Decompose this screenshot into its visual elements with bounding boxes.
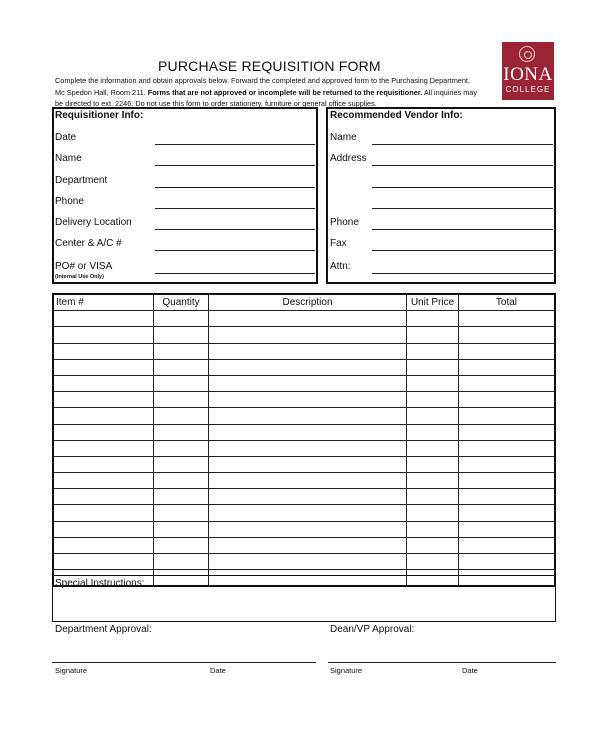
department-date-label: Date — [210, 666, 226, 675]
req-phone-field[interactable] — [155, 208, 315, 209]
intro-line-2 — [55, 88, 477, 97]
table-row — [53, 359, 555, 375]
table-row — [53, 392, 555, 408]
dean-signature-line[interactable] — [328, 662, 556, 663]
item-number-cell[interactable] — [53, 343, 154, 359]
unit-price-cell[interactable] — [407, 456, 459, 472]
total-cell[interactable] — [458, 456, 555, 472]
vendor-address-field-2[interactable] — [372, 187, 553, 188]
vendor-header: Recommended Vendor Info: — [330, 110, 463, 121]
table-row — [53, 456, 555, 472]
unit-price-cell[interactable] — [407, 408, 459, 424]
vendor-attn-label: Attn: — [330, 261, 351, 272]
total-cell[interactable] — [458, 375, 555, 391]
total-cell[interactable] — [458, 408, 555, 424]
req-po-label: PO# or VISA — [55, 261, 113, 272]
table-header-row — [53, 294, 555, 311]
description-cell[interactable] — [208, 505, 406, 521]
description-cell[interactable] — [208, 537, 406, 553]
item-number-cell[interactable] — [53, 554, 154, 570]
vendor-phone-label: Phone — [330, 217, 359, 228]
quantity-cell[interactable] — [154, 327, 209, 343]
req-date-label: Date — [55, 132, 77, 143]
description-cell[interactable] — [208, 424, 406, 440]
table-row — [53, 424, 555, 440]
description-cell[interactable] — [208, 521, 406, 537]
total-cell[interactable] — [458, 505, 555, 521]
item-number-cell[interactable] — [53, 327, 154, 343]
quantity-cell[interactable] — [154, 424, 209, 440]
req-center-field[interactable] — [155, 250, 315, 251]
description-cell[interactable] — [208, 343, 406, 359]
description-cell[interactable] — [208, 327, 406, 343]
description-cell[interactable] — [208, 554, 406, 570]
table-row — [53, 343, 555, 359]
total-cell[interactable] — [458, 521, 555, 537]
description-cell[interactable] — [208, 456, 406, 472]
item-number-cell[interactable] — [53, 456, 154, 472]
quantity-cell[interactable] — [154, 311, 209, 327]
vendor-address-field-1[interactable] — [372, 165, 553, 166]
items-table-body — [53, 311, 555, 587]
description-cell[interactable] — [208, 311, 406, 327]
quantity-cell[interactable] — [154, 440, 209, 456]
vendor-fax-field[interactable] — [372, 250, 553, 251]
unit-price-cell[interactable] — [407, 375, 459, 391]
table-row — [53, 537, 555, 553]
req-date-field[interactable] — [155, 144, 315, 145]
quantity-cell[interactable] — [154, 456, 209, 472]
item-number-cell[interactable] — [53, 375, 154, 391]
item-number-cell[interactable] — [53, 424, 154, 440]
table-row — [53, 554, 555, 570]
intro-line-1: Complete the information and obtain approvals below. Forward the completed and approved form to the Purchasing Department, — [55, 76, 470, 85]
quantity-cell[interactable] — [154, 489, 209, 505]
item-number-cell[interactable] — [53, 537, 154, 553]
col-item-number: Item # — [53, 294, 154, 311]
unit-price-cell[interactable] — [407, 424, 459, 440]
table-row — [53, 375, 555, 391]
description-cell[interactable] — [208, 440, 406, 456]
items-table — [52, 293, 556, 587]
dean-date-label: Date — [462, 666, 478, 675]
unit-price-cell[interactable] — [407, 327, 459, 343]
quantity-cell[interactable] — [154, 392, 209, 408]
description-cell[interactable] — [208, 375, 406, 391]
description-cell[interactable] — [208, 392, 406, 408]
total-cell[interactable] — [458, 392, 555, 408]
vendor-address-label: Address — [330, 153, 367, 164]
seal-icon — [519, 46, 535, 62]
intro-line-2a: Mc Spedon Hall, Room 211. — [55, 88, 148, 97]
total-cell[interactable] — [458, 440, 555, 456]
requisitioner-header: Requisitioner Info: — [55, 110, 144, 121]
department-approval-label: Department Approval: — [55, 624, 152, 635]
intro-line-3: be directed to ext. 2246. Do not use this form to order stationery, furniture or general office supplies. — [55, 99, 377, 108]
item-number-cell[interactable] — [53, 489, 154, 505]
table-row — [53, 440, 555, 456]
col-unit-price: Unit Price — [407, 294, 459, 311]
unit-price-cell[interactable] — [407, 473, 459, 489]
quantity-cell[interactable] — [154, 343, 209, 359]
logo-name: IONA — [503, 64, 553, 85]
req-po-field[interactable] — [155, 273, 315, 274]
quantity-cell[interactable] — [154, 505, 209, 521]
req-delivery-field[interactable] — [155, 229, 315, 230]
unit-price-cell[interactable] — [407, 505, 459, 521]
unit-price-cell[interactable] — [407, 359, 459, 375]
item-number-cell[interactable] — [53, 505, 154, 521]
req-department-label: Department — [55, 175, 108, 186]
req-department-field[interactable] — [155, 187, 315, 188]
description-cell[interactable] — [208, 473, 406, 489]
total-cell[interactable] — [458, 343, 555, 359]
vendor-name-label: Name — [330, 132, 357, 143]
req-name-field[interactable] — [155, 165, 315, 166]
department-signature-line[interactable] — [52, 662, 316, 663]
unit-price-cell[interactable] — [407, 311, 459, 327]
quantity-cell[interactable] — [154, 375, 209, 391]
total-cell[interactable] — [458, 489, 555, 505]
item-number-cell[interactable] — [53, 440, 154, 456]
req-center-label: Center & A/C # — [55, 238, 122, 249]
quantity-cell[interactable] — [154, 359, 209, 375]
vendor-box — [326, 107, 556, 284]
total-cell[interactable] — [458, 473, 555, 489]
vendor-phone-field[interactable] — [372, 229, 553, 230]
total-cell[interactable] — [458, 327, 555, 343]
col-description: Description — [208, 294, 406, 311]
req-name-label: Name — [55, 153, 82, 164]
item-number-cell[interactable] — [53, 311, 154, 327]
quantity-cell[interactable] — [154, 473, 209, 489]
req-internal-note: (Internal Use Only) — [55, 274, 104, 280]
description-cell[interactable] — [208, 359, 406, 375]
quantity-cell[interactable] — [154, 521, 209, 537]
col-total: Total — [458, 294, 555, 311]
requisitioner-box — [52, 107, 318, 284]
table-row — [53, 505, 555, 521]
description-cell[interactable] — [208, 408, 406, 424]
total-cell[interactable] — [458, 311, 555, 327]
logo-sub: COLLEGE — [505, 85, 551, 94]
iona-college-logo — [502, 42, 554, 100]
table-row — [53, 311, 555, 327]
quantity-cell[interactable] — [154, 408, 209, 424]
vendor-address-field-3[interactable] — [372, 208, 553, 209]
unit-price-cell[interactable] — [407, 489, 459, 505]
vendor-fax-label: Fax — [330, 238, 347, 249]
col-quantity: Quantity — [154, 294, 209, 311]
unit-price-cell[interactable] — [407, 392, 459, 408]
item-number-cell[interactable] — [53, 473, 154, 489]
department-signature-label: Signature — [55, 666, 88, 675]
table-row — [53, 489, 555, 505]
description-cell[interactable] — [208, 489, 406, 505]
total-cell[interactable] — [458, 424, 555, 440]
vendor-name-field[interactable] — [372, 144, 553, 145]
req-phone-label: Phone — [55, 196, 84, 207]
unit-price-cell[interactable] — [407, 521, 459, 537]
table-row — [53, 521, 555, 537]
intro-warning: Forms that are not approved or incomplete will be returned to the requisitioner. — [147, 88, 423, 97]
total-cell[interactable] — [458, 537, 555, 553]
table-row — [53, 473, 555, 489]
item-number-cell[interactable] — [53, 521, 154, 537]
intro-line-2c: All inquiries may — [422, 88, 477, 97]
item-number-cell[interactable] — [53, 359, 154, 375]
total-cell[interactable] — [458, 554, 555, 570]
quantity-cell[interactable] — [154, 537, 209, 553]
item-number-cell[interactable] — [53, 408, 154, 424]
req-delivery-label: Delivery Location — [55, 217, 132, 228]
form-title: PURCHASE REQUISITION FORM — [158, 58, 381, 74]
dean-signature-label: Signature — [330, 666, 363, 675]
dean-approval-label: Dean/VP Approval: — [330, 624, 415, 635]
special-instructions-label: Special Instructions: — [55, 578, 145, 589]
unit-price-cell[interactable] — [407, 440, 459, 456]
quantity-cell[interactable] — [154, 554, 209, 570]
unit-price-cell[interactable] — [407, 554, 459, 570]
unit-price-cell[interactable] — [407, 343, 459, 359]
unit-price-cell[interactable] — [407, 537, 459, 553]
vendor-attn-field[interactable] — [372, 273, 553, 274]
item-number-cell[interactable] — [53, 392, 154, 408]
table-row — [53, 327, 555, 343]
total-cell[interactable] — [458, 359, 555, 375]
table-row — [53, 408, 555, 424]
